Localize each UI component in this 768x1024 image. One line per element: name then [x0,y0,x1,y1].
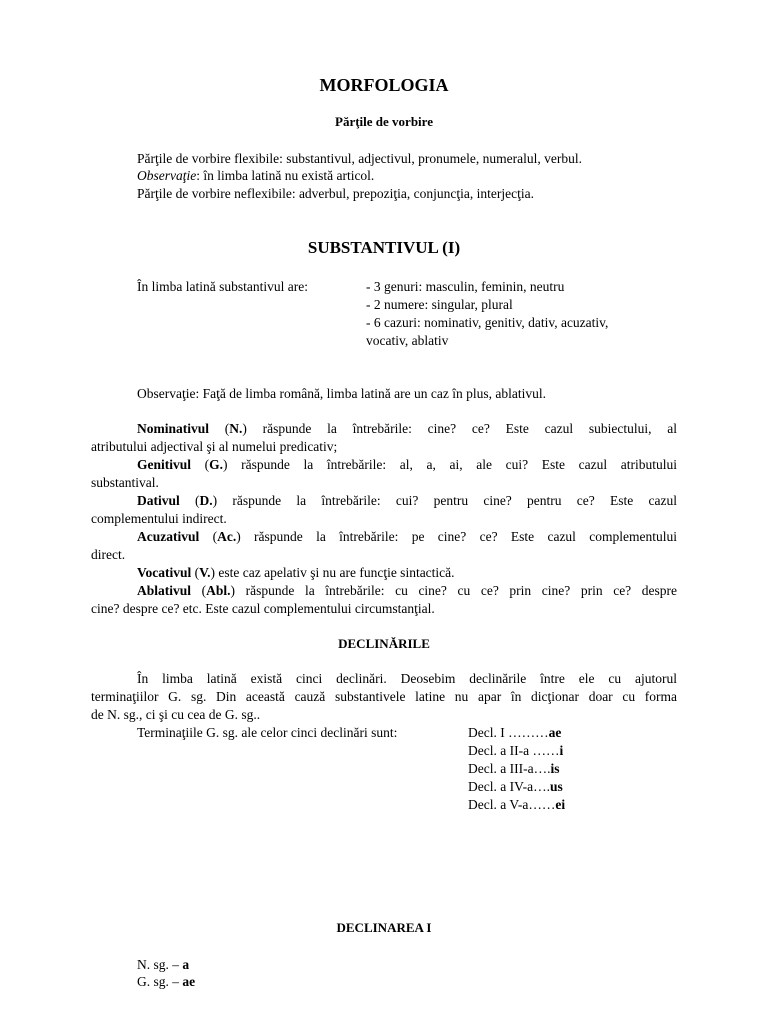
case-dativ-line2: complementului indirect. [91,511,227,526]
declension-ending-row: Decl. a II-a ……i [468,743,564,758]
ending: ae [182,974,196,989]
observation-label: Observaţie [137,168,197,183]
declinarile-p-line1: În limba latină există cinci declinări. Deosebim declinările între ele cu ajutorul [137,671,677,686]
section-subtitle: Părţile de vorbire [335,114,433,129]
declension-ending-row: Decl. a IV-a….us [468,779,563,794]
case-abbr: Abl. [206,583,231,598]
case-name: Dativul [137,493,180,508]
declinarile-p-line3: de N. sg., ci şi cu cea de G. sg.. [91,707,261,722]
declinarea-1-row: G. sg. – ae [137,974,196,989]
case-name: Vocativul [137,565,192,580]
case-abbr: G. [209,457,224,472]
substantivul-observation: Observaţie: Faţă de limba română, limba latină are un caz în plus, ablativul. [137,386,546,401]
ending: i [559,743,564,758]
case-dativ-line1: Dativul (D.) răspunde la întrebările: cui? pentru cine? pentru ce? Este cazul [137,493,677,508]
declension-ending-row: Decl. a V-a……ei [468,797,566,812]
declinarile-heading: DECLINĂRILE [338,636,430,651]
parts-neflexibile: Părţile de vorbire neflexibile: adverbul, prepoziţia, conjuncţia, interjecţia. [137,186,534,201]
page-title: MORFOLOGIA [319,75,449,95]
terminatii-intro: Terminaţiile G. sg. ale celor cinci declinări sunt: [137,725,398,740]
case-abbr: V. [199,565,211,580]
ending: is [550,761,560,776]
substantivul-item-3: - 6 cazuri: nominativ, genitiv, dativ, acuzativ, [366,315,609,330]
ending: ae [548,725,562,740]
ending: ei [555,797,566,812]
parts-observation [137,167,374,185]
case-nominativ-line1: Nominativul (N.) răspunde la întrebările: cine? ce? Este cazul subiectului, al [137,421,677,436]
substantivul-item-2: - 2 numere: singular, plural [366,297,513,312]
case-name: Ablativul [137,583,192,598]
substantivul-item-1: - 3 genuri: masculin, feminin, neutru [366,279,565,294]
case-name: Acuzativul [137,529,200,544]
declinarile-p-line2: terminaţiilor G. sg. Din această cauză substantivele latine nu apar în dicţionar doar cu forma [91,689,677,704]
case-genitiv-line1: Genitivul (G.) răspunde la întrebările: al, a, ai, ale cui? Este cazul atributului [137,457,677,472]
case-acuzativ-line2: direct. [91,547,126,562]
declinarea-1-heading: DECLINAREA I [336,920,432,935]
case-nominativ-line2: atributului adjectival şi al numelui predicativ; [91,439,338,454]
case-name: Genitivul [137,457,192,472]
parts-flexibile: Părţile de vorbire flexibile: substantivul, adjectivul, pronumele, numeralul, verbul. [137,151,583,166]
declinarea-1-row: N. sg. – a [137,957,190,972]
ending: a [182,957,190,972]
substantivul-heading: SUBSTANTIVUL (I) [307,238,461,257]
substantivul-item-4: vocativ, ablativ [366,333,449,348]
case-abbr: D. [199,493,213,508]
substantivul-intro: În limba latină substantivul are: [137,279,308,294]
case-abbr: Ac. [217,529,237,544]
case-abbr: N. [229,421,243,436]
case-name: Nominativul [137,421,210,436]
case-vocativ-line1: Vocativul (V.) este caz apelativ şi nu are funcţie sintactică. [137,565,455,580]
case-genitiv-line2: substantival. [91,475,159,490]
observation-text: : în limba latină nu există articol. [196,168,375,183]
declension-ending-row: Decl. a III-a….is [468,761,560,776]
case-ablativ-line2: cine? despre ce? etc. Este cazul complementului circumstanţial. [91,601,435,616]
case-ablativ-line1: Ablativul (Abl.) răspunde la întrebările: cu cine? cu ce? prin cine? prin ce? despre [137,583,678,598]
case-acuzativ-line1: Acuzativul (Ac.) răspunde la întrebările: pe cine? ce? Este cazul complementului [137,529,677,544]
declension-ending-row: Decl. I ………ae [468,725,562,740]
ending: us [549,779,563,794]
